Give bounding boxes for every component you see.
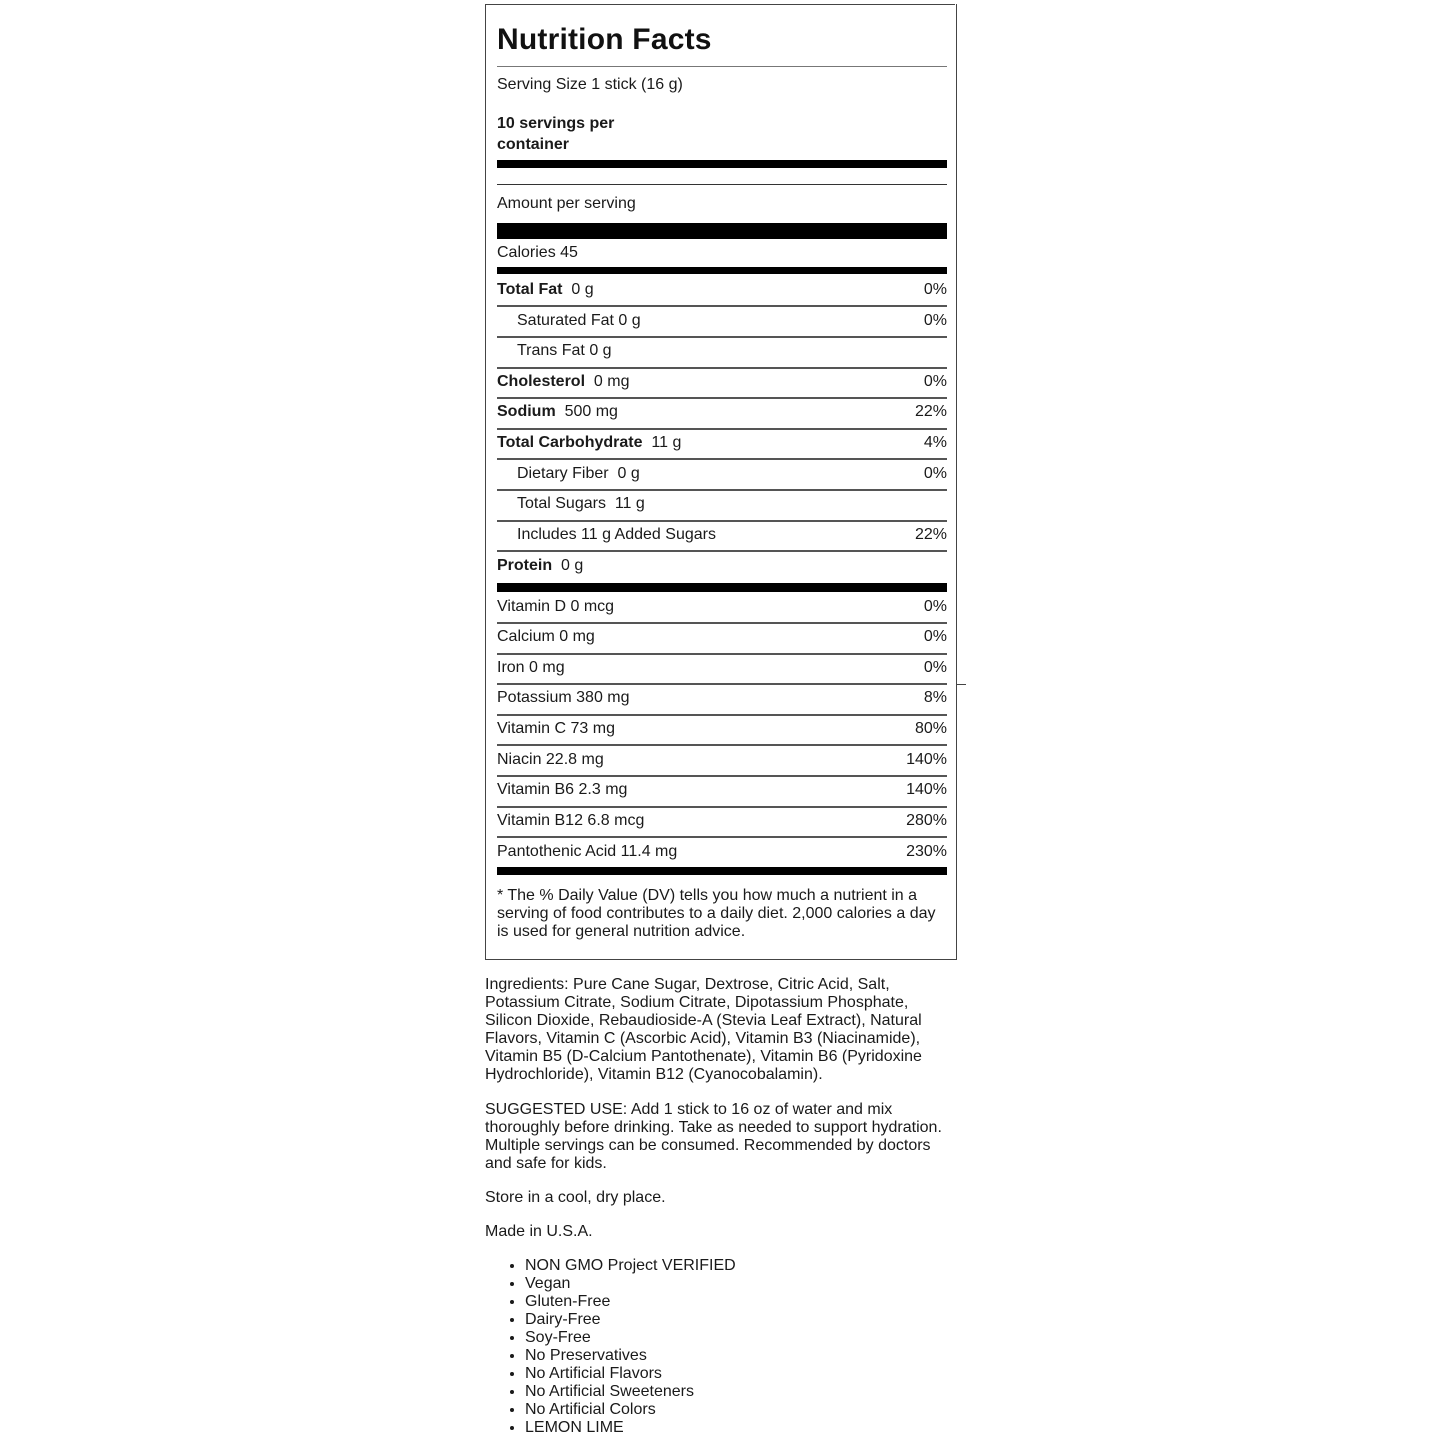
feature-item: • LEMON LIME	[525, 1419, 736, 1437]
nutrient-row-dietary-fiber	[497, 461, 947, 491]
vitamin-label: Iron 0 mg	[497, 659, 565, 676]
nutrient-row-trans-fat	[497, 338, 947, 368]
vitamin-row	[497, 685, 947, 715]
nutrient-dv: 4%	[923, 434, 947, 451]
nutrient-name: Total Fat	[497, 281, 563, 298]
vitamin-label: Potassium 380 mg	[497, 689, 630, 706]
feature-item: • Dairy-Free	[525, 1311, 736, 1329]
nutrient-name: Cholesterol	[497, 373, 586, 390]
vitamin-label: Calcium 0 mg	[497, 628, 595, 645]
vitamin-label: Niacin 22.8 mg	[497, 751, 604, 768]
frame-line	[956, 684, 957, 960]
calories: Calories 45	[497, 244, 578, 261]
row-divider	[497, 836, 947, 838]
nutrient-dv: 0%	[923, 373, 947, 390]
vitamin-dv: 80%	[914, 720, 947, 737]
serving-size: Serving Size 1 stick (16 g)	[497, 76, 683, 93]
divider	[497, 184, 947, 185]
feature-item: • Vegan	[525, 1275, 736, 1293]
nutrient-row-total-fat	[497, 277, 947, 307]
nutrient-amount: Total Sugars 11 g	[517, 495, 645, 512]
nutrient-row-protein	[497, 553, 947, 583]
vitamin-row	[497, 655, 947, 685]
vitamin-row	[497, 624, 947, 654]
nutrient-row-sodium	[497, 399, 947, 429]
thick-bar	[497, 583, 947, 592]
vitamin-dv: 140%	[906, 781, 947, 798]
vitamin-label: Vitamin B6 2.3 mg	[497, 781, 628, 798]
storage-text: Store in a cool, dry place.	[485, 1189, 666, 1206]
nutrient-amount: 0 g	[571, 281, 594, 298]
vitamin-row	[497, 839, 947, 869]
nutrient-amount: 11 g	[651, 434, 682, 451]
thick-bar	[497, 160, 947, 168]
nutrient-row-total-carbohydrate	[497, 430, 947, 460]
nutrient-name: Protein	[497, 557, 553, 574]
nutrient-amount: Saturated Fat 0 g	[517, 312, 641, 329]
frame-line	[956, 4, 957, 684]
nutrient-dv: 0%	[923, 312, 947, 329]
servings-per-container-line1: 10 servings per	[497, 115, 615, 132]
vitamin-dv: 0%	[923, 659, 947, 676]
row-divider	[497, 458, 947, 460]
divider	[497, 66, 947, 67]
nutrient-row-saturated-fat	[497, 308, 947, 338]
frame-line	[485, 959, 957, 960]
nutrient-row-cholesterol	[497, 369, 947, 399]
vitamin-row	[497, 777, 947, 807]
nutrient-amount: Includes 11 g Added Sugars	[517, 526, 716, 543]
servings-per-container-line2: container	[497, 136, 570, 153]
nutrient-amount: 500 mg	[564, 403, 618, 420]
row-divider	[497, 305, 947, 307]
feature-item: • NON GMO Project VERIFIED	[525, 1257, 736, 1275]
row-divider	[497, 550, 947, 552]
nutrient-amount: 0 g	[561, 557, 584, 574]
daily-value-footnote: * The % Daily Value (DV) tells you how much a nutrient in a serving of food contributes to a daily diet. 2,000 calories a day is used for general nutrition advice.	[497, 887, 936, 940]
vitamin-dv: 0%	[923, 598, 947, 615]
origin-text: Made in U.S.A.	[485, 1223, 593, 1240]
suggested-use-text: SUGGESTED USE: Add 1 stick to 16 oz of water and mix thoroughly before drinking. Take as needed to support hydration. Multiple servings can be consumed. Recommended by doctors and safe for kids.	[485, 1101, 942, 1172]
thick-bar	[497, 867, 947, 875]
nutrient-row-added-sugars	[497, 522, 947, 552]
row-divider	[497, 744, 947, 746]
amount-per-serving: Amount per serving	[497, 195, 636, 212]
nutrient-amount: Dietary Fiber 0 g	[517, 465, 640, 482]
vitamin-label: Vitamin B12 6.8 mcg	[497, 812, 645, 829]
vitamin-row	[497, 716, 947, 746]
nutrient-amount: Trans Fat 0 g	[517, 342, 612, 359]
feature-item: • Soy-Free	[525, 1329, 736, 1347]
vitamin-label: Vitamin D 0 mcg	[497, 598, 615, 615]
vitamin-dv: 280%	[906, 812, 947, 829]
vitamin-row	[497, 747, 947, 777]
nutrient-name: Sodium	[497, 403, 556, 420]
nutrition-title: Nutrition Facts	[497, 23, 712, 56]
vitamin-dv: 0%	[923, 628, 947, 645]
medium-bar	[497, 267, 947, 274]
feature-item: • No Artificial Sweeteners	[525, 1383, 736, 1401]
nutrient-row-total-sugars	[497, 491, 947, 521]
frame-line	[956, 684, 966, 685]
feature-item: • No Artificial Flavors	[525, 1365, 736, 1383]
vitamin-label: Pantothenic Acid 11.4 mg	[497, 843, 678, 860]
feature-list	[485, 1257, 736, 1437]
feature-item: • Gluten-Free	[525, 1293, 736, 1311]
nutrient-name: Total Carbohydrate	[497, 434, 643, 451]
vitamin-label: Vitamin C 73 mg	[497, 720, 615, 737]
heavy-bar	[497, 223, 947, 239]
nutrient-dv: 0%	[923, 465, 947, 482]
feature-item: • No Artificial Colors	[525, 1401, 736, 1419]
vitamin-dv: 140%	[906, 751, 947, 768]
nutrient-amount: 0 mg	[593, 373, 630, 390]
vitamin-row	[497, 594, 947, 624]
vitamin-row	[497, 808, 947, 838]
nutrient-dv: 0%	[923, 281, 947, 298]
vitamin-dv: 230%	[906, 843, 947, 860]
nutrition-facts-panel	[485, 4, 955, 960]
nutrient-dv: 22%	[914, 403, 947, 420]
vitamin-dv: 8%	[923, 689, 947, 706]
nutrient-dv: 22%	[914, 526, 947, 543]
feature-item: • No Preservatives	[525, 1347, 736, 1365]
ingredients-text: Ingredients: Pure Cane Sugar, Dextrose, Citric Acid, Salt, Potassium Citrate, Sodium Citrate, Dipotassium Phosphate, Silicon Dioxide, Rebaudioside-A (Stevia Leaf Extract), Natural Flavors, Vitamin C (Ascorbic Acid), Vitamin B3 (Niacinamide), Vitamin B5 (D-Calcium Pantothenate), Vitamin B6 (Pyridoxine Hydrochloride), Vitamin B12 (Cyanocobalamin).	[485, 976, 922, 1083]
